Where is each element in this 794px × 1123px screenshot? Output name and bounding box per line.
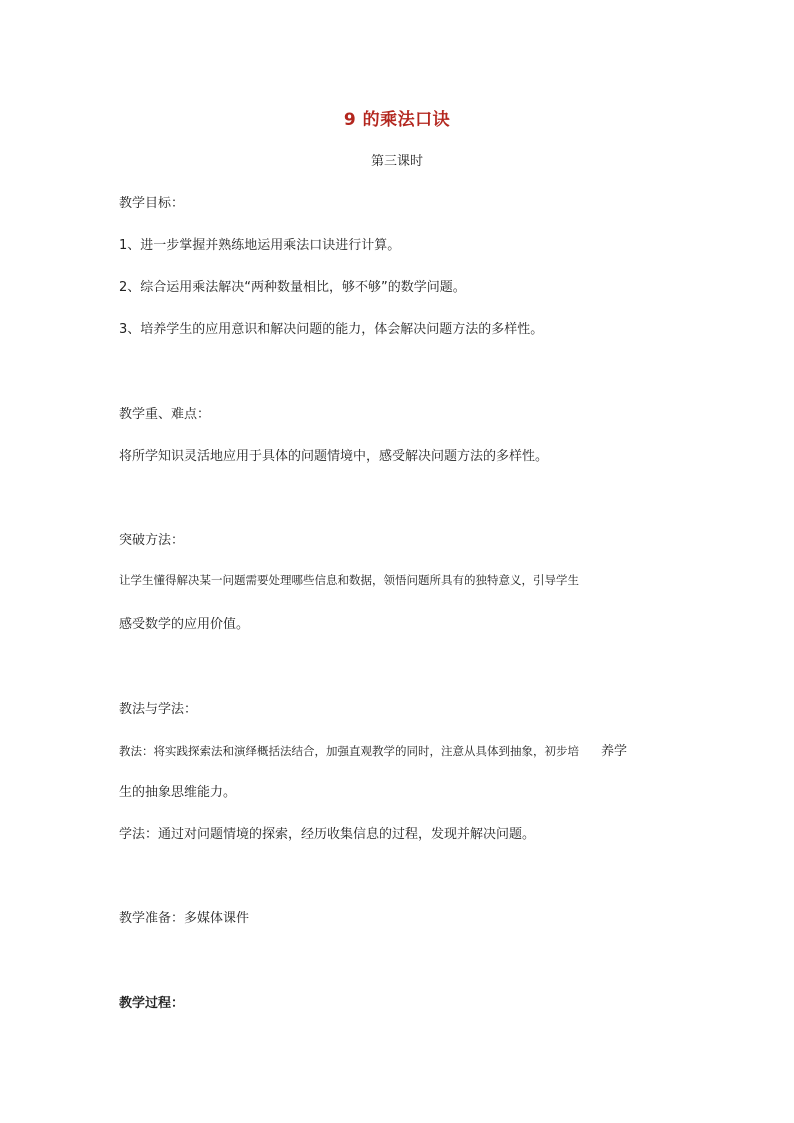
breakthrough-heading: 突破方法： xyxy=(119,533,185,548)
learning-method: 学法：通过对问题情境的探索，经历收集信息的过程，发现并解决问题。 xyxy=(119,827,536,842)
objective-item-2: 2、综合运用乘法解决“两种数量相比，够不够”的数学问题。 xyxy=(119,280,466,295)
teaching-method-line-2: 生的抽象思维能力。 xyxy=(119,785,237,800)
teaching-method-text-b: 养学 xyxy=(601,744,628,759)
page-title: 9 的乘法口诀 xyxy=(343,110,451,130)
breakthrough-line-1: 让学生懂得解决某一问题需要处理哪些信息和数据，领悟问题所具有的独特意义，引导学生 xyxy=(119,573,579,587)
process-heading: 教学过程： xyxy=(119,996,185,1011)
teaching-method-text-a: 教法：将实践探索法和演绎概括法结合，加强直观教学的同时，注意从具体到抽象，初步培 xyxy=(119,744,579,758)
breakthrough-line-2: 感受数学的应用价值。 xyxy=(119,617,250,632)
objective-item-1: 1、进一步掌握并熟练地运用乘法口诀进行计算。 xyxy=(119,238,401,253)
key-points-heading: 教学重、难点： xyxy=(119,407,211,422)
methods-heading: 教法与学法： xyxy=(119,702,198,717)
objectives-heading: 教学目标： xyxy=(119,196,185,211)
page-subtitle: 第三课时 xyxy=(370,154,423,169)
preparation: 教学准备：多媒体课件 xyxy=(119,911,250,926)
teaching-method-line-1 xyxy=(119,740,627,759)
objective-item-3: 3、培养学生的应用意识和解决问题的能力，体会解决问题方法的多样性。 xyxy=(119,322,544,337)
key-points-text: 将所学知识灵活地应用于具体的问题情境中，感受解决问题方法的多样性。 xyxy=(119,449,549,464)
